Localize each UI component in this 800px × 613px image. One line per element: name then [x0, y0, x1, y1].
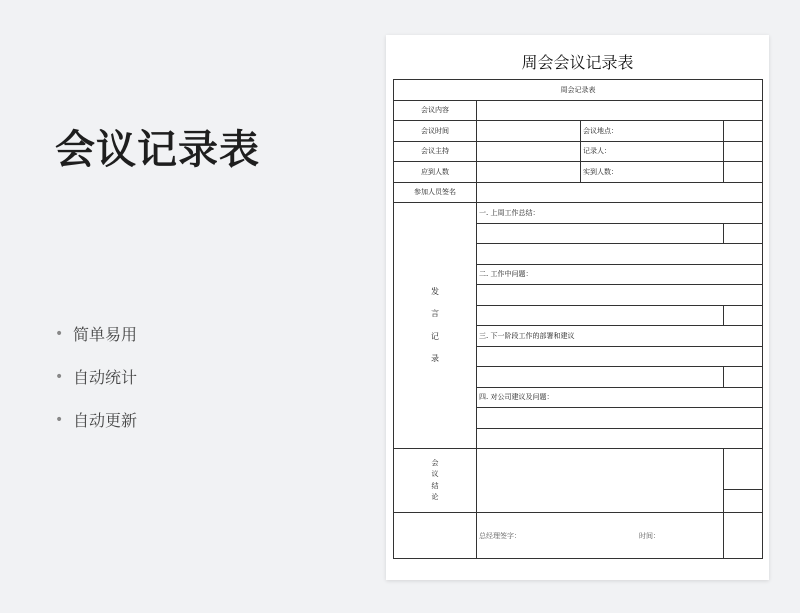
feature-label: 自动统计 — [73, 368, 138, 387]
label-content: 会议内容 — [394, 100, 477, 121]
bullet-icon: • — [55, 368, 64, 385]
field-attendees[interactable] — [477, 182, 763, 203]
speech-record-label: 发 言 记 录 — [394, 203, 477, 449]
label-expected: 应到人数 — [394, 162, 477, 183]
input-cell[interactable] — [477, 408, 763, 429]
label-time: 会议时间 — [394, 121, 477, 142]
field-actual[interactable] — [724, 162, 763, 183]
input-cell[interactable] — [477, 346, 763, 367]
label-host: 会议主持 — [394, 141, 477, 162]
feature-item — [55, 398, 137, 441]
form-preview — [386, 35, 769, 580]
bullet-icon: • — [55, 325, 64, 342]
label-actual: 实到人数： — [581, 162, 724, 183]
form-title: 周会会议记录表 — [521, 53, 634, 72]
input-cell[interactable] — [477, 305, 724, 326]
section-heading: 二. 工作中问题： — [477, 264, 763, 285]
input-cell[interactable] — [477, 223, 724, 244]
field-content[interactable] — [477, 100, 763, 121]
input-cell[interactable] — [724, 305, 763, 326]
feature-label: 自动更新 — [73, 411, 138, 430]
feature-list — [55, 312, 137, 441]
input-cell[interactable] — [477, 285, 763, 306]
bullet-icon: • — [55, 411, 64, 428]
section-heading: 三. 下一阶段工作的部署和建议 — [477, 326, 763, 347]
input-cell[interactable] — [724, 367, 763, 388]
conclusion-label: 会 议 结 论 — [394, 449, 477, 513]
field-host[interactable] — [477, 141, 581, 162]
input-cell[interactable] — [477, 367, 724, 388]
field-recorder[interactable] — [724, 141, 763, 162]
conclusion-side — [724, 449, 763, 513]
feature-item — [55, 312, 137, 355]
conclusion-field[interactable] — [477, 449, 724, 513]
section-heading: 四. 对公司建议及问题： — [477, 387, 763, 408]
footer-signature — [477, 513, 724, 559]
signature-label: 总经理签字： — [479, 531, 521, 540]
footer-blank — [394, 513, 477, 559]
label-location: 会议地点： — [581, 121, 724, 142]
field-location[interactable] — [724, 121, 763, 142]
feature-label: 简单易用 — [73, 325, 138, 344]
table-header: 周会记录表 — [394, 80, 763, 101]
field-expected[interactable] — [477, 162, 581, 183]
feature-item — [55, 355, 137, 398]
page-headline: 会议记录表 — [55, 127, 260, 173]
footer-time-label: 时间： — [639, 531, 660, 540]
section-heading: 一. 上周工作总结： — [477, 203, 763, 224]
label-recorder: 记录人： — [581, 141, 724, 162]
meeting-record-table — [393, 79, 763, 559]
input-cell[interactable] — [724, 223, 763, 244]
input-cell[interactable] — [477, 244, 763, 265]
label-attendees: 参加人员签名 — [394, 182, 477, 203]
field-time[interactable] — [477, 121, 581, 142]
footer-side — [724, 513, 763, 559]
input-cell[interactable] — [477, 428, 763, 449]
